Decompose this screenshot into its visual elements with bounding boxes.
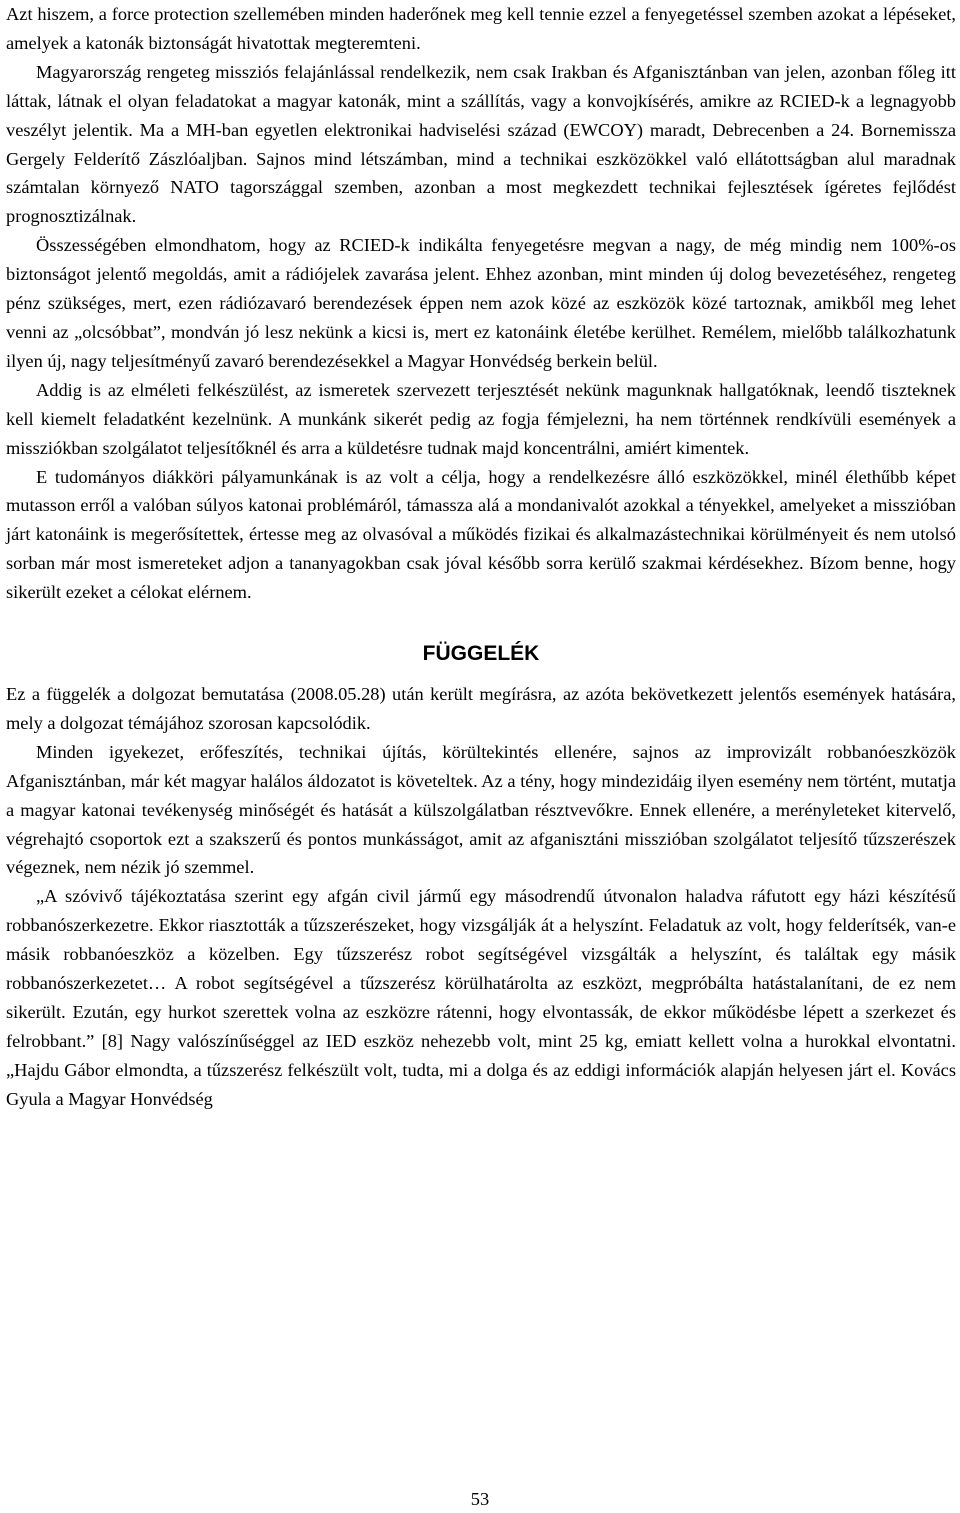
document-page [6,0,956,1114]
paragraph-purpose: E tudományos diákköri pályamunkának is az volt a célja, hogy a rendelkezésre álló eszközökkel, minél élethűbb képet mutasson erről a valóban súlyos katonai problémáról, támassza alá a mondanivalót azokkal a tényekkel, amelyeket a misszióban járt katonáink is megerősítettek, értesse meg az olvasóval a működés fizikai és alkalmazástechnikai körülményeit és nem utolsó sorban már most ismereteket adjon a tananyagokban csak jóval később sorra kerülő szakmai kérdésekhez. Bízom benne, hogy sikerült ezeket a célokat elérnem. [6,466,956,603]
paragraph-casualties: Minden igyekezet, erőfeszítés, technikai újítás, körültekintés ellenére, sajnos az improvizált robbanóeszközök Afganisztánban, már két magyar halálos áldozatot is követeltek. Az a tény, hogy mindezidáig ilyen esemény nem történt, mutatja a magyar katonai tevékenység minőségét és hatását a külszolgálatban résztvevőkre. Ennek ellenére, a merényleteket kitervelő, végrehajtó csoportok ezt a szakszerű és pontos munkásságot, amit az afganisztáni misszióban szolgálatot teljesítő tűzszerészek végeznek, nem nézik jó szemmel. [6,741,956,878]
paragraph-appendix-intro: Ez a függelék a dolgozat bemutatása (2008.05.28) után került megírásra, az azóta bekövetkezett jelentős események hatására, mely a dolgozat témájához szorosan kapcsolódik. [6,684,956,733]
paragraph-summary: Összességében elmondhatom, hogy az RCIED-k indikálta fenyegetésre megvan a nagy, de még mindig nem 100%-os biztonságot jelentő megoldás, amit a rádiójelek zavarása jelent. Ehhez azonban, mint minden új dolog bevezetéséhez, rengeteg pénz szükséges, mert, ezen rádiózavaró berendezések éppen nem azok közé az eszközök közé tartoznak, amikből meg lehet venni az „olcsóbbat”, mondván jó lesz nekünk a kicsi is, mert ez katonáink életébe kerülhet. Remélem, mielőbb találkozhatunk ilyen új, nagy teljesítményű zavaró berendezésekkel a Magyar Honvédség berkein belül. [6,235,956,371]
paragraph-missions: Magyarország rengeteg missziós felajánlással rendelkezik, nem csak Irakban és Afganisztánban van jelen, azonban főleg itt láttak, látnak el olyan feladatokat a magyar katonák, mint a szállítás, vagy a konvojkísérés, amikre az RCIED-k a legnagyobb veszélyt jelentik. Ma a MH-ban egyetlen elektronikai hadviselési század (EWCOY) maradt, Debrecenben a 24. Bornemissza Gergely Felderítő Zászlóaljban. Sajnos mind létszámban, mind a technikai eszközökkel való ellátottságban alul maradnak számtalan környező NATO tagországgal szemben, azonban a most megkezdett technikai fejlesztések ígéretes fejlődést prognosztizálnak. [6,61,956,227]
page-number: 53 [470,1489,490,1509]
appendix-heading: FÜGGELÉK [422,642,540,666]
paragraph-force-protection: Azt hiszem, a force protection szellemében minden haderőnek meg kell tennie ezzel a fenyegetéssel szemben azokat a lépéseket, amelyek a katonák biztonságát hivatottak megteremteni. [6,4,956,53]
paragraph-incident-quote: „A szóvivő tájékoztatása szerint egy afgán civil jármű egy másodrendű útvonalon haladva ráfutott egy házi készítésű robbanószerkezetre. Ekkor riasztották a tűzszerészeket, hogy vizsgálják át a helyszínt. Feladatuk az volt, hogy felderítsék, van-e másik robbanóeszköz a közelben. Egy tűzszerész robot segítségével vizsgálták a helyszínt, és találtak egy másik robbanószerkezetet… A robot segítségével a tűzszerész körülhatárolta az eszközt, megpróbálta hatástalanítani, de ez nem sikerült. Ezután, egy hurkot szerettek volna az eszközre rátenni, hogy elvontassák, de ekkor működésbe lépett a szerkezet és felrobbant.” [8] Nagy valószínűséggel az IED eszköz nehezebb volt, mint 25 kg, emiatt kellett volna a hurokkal elvontatni. „Hajdu Gábor elmondta, a tűzszerész felkészült volt, tudta, mi a dolga és az eddigi információk alapján helyesen járt el. Kovács Gyula a Magyar Honvédség [6,886,956,1109]
paragraph-training: Addig is az elméleti felkészülést, az ismeretek szervezett terjesztését nekünk magunknak hallgatóknak, leendő tiszteknek kell kiemelt feladatként kezelnünk. A munkánk sikerét pedig az fogja fémjelezni, ha nem történnek rendkívüli események a missziókban szolgálatot teljesítőknél és arra a küldetésre tudnak majd koncentrálni, amiért kimentek. [6,379,956,458]
